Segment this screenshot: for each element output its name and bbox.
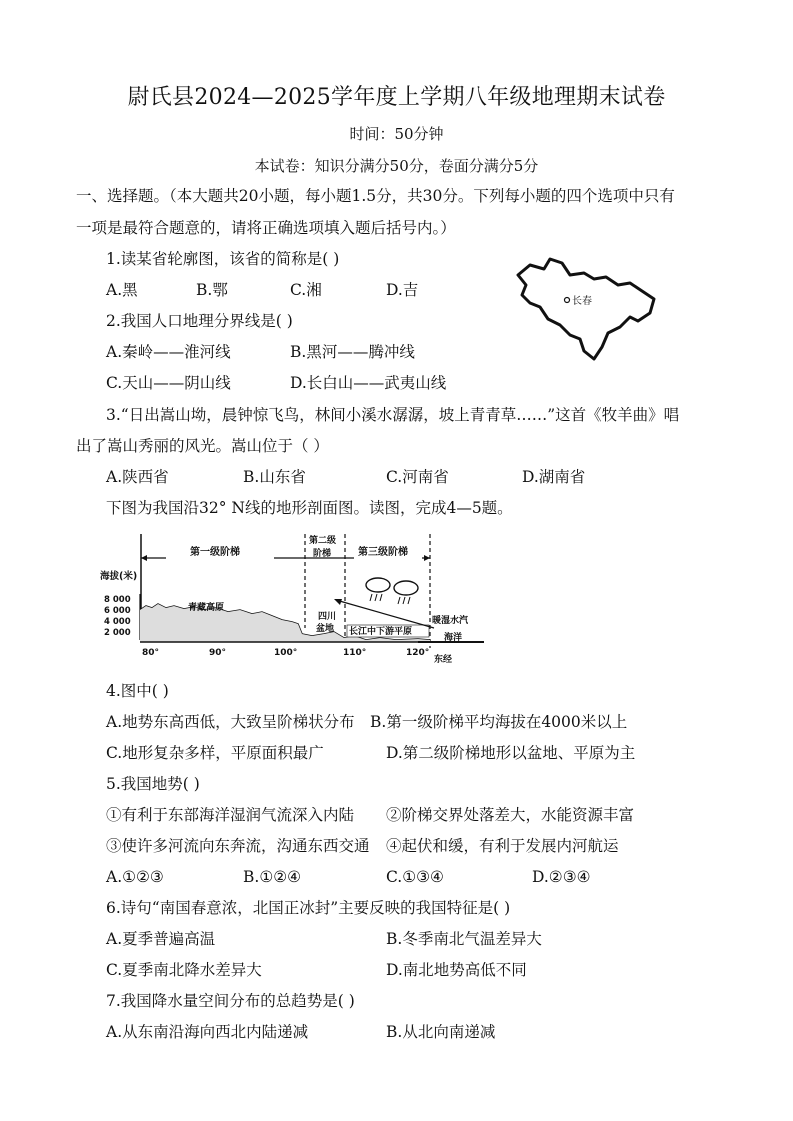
q2-option-b: B.黑河——腾冲线 — [290, 343, 415, 361]
basin-label-line2: 盆地 — [316, 624, 335, 634]
q1-stem: 1.读某省轮廓图，该省的简称是( ) — [106, 250, 340, 268]
vapor-arrow — [336, 600, 434, 628]
q4-option-c: C.地形复杂多样，平原面积最广 — [106, 744, 324, 762]
x-tick-120: 120° — [406, 648, 430, 658]
plateau-label: 青藏高原 — [188, 603, 225, 613]
y-tick-6000: 6 000 — [104, 606, 131, 616]
q1-option-d: D.吉 — [386, 281, 419, 299]
q4-option-d: D.第二级阶梯地形以盆地、平原为主 — [386, 744, 636, 762]
basin-label-line1: 四川 — [318, 612, 337, 622]
q1-option-b: B.鄂 — [196, 281, 228, 299]
section-intro-line1: 一、选择题。（本大题共20小题，每小题1.5分，共30分。下列每小题的四个选项中只有 — [76, 187, 675, 205]
y-axis-label: 海拔(米) — [100, 571, 138, 582]
y-tick-4000: 4 000 — [104, 617, 131, 627]
section-intro-line2: 一项是最符合题意的，请将正确选项填入题后括号内。） — [76, 219, 456, 237]
rain-cloud-icon — [366, 578, 390, 601]
score-note: 本试卷：知识分满分50分，卷面分满分5分 — [254, 157, 539, 175]
plain-label: 长江中下游平原 — [349, 627, 413, 637]
q6-stem: 6.诗句“南国春意浓，北国正冰封”主要反映的我国特征是( ) — [106, 899, 511, 917]
q7-option-b: B.从北向南递减 — [386, 1023, 496, 1041]
q3-stem-line1: 3.“日出嵩山坳，晨钟惊飞鸟，林间小溪水潺潺，坡上青青草……”这首《牧羊曲》唱 — [106, 406, 680, 424]
vapor-label: 暖湿水汽 — [432, 616, 469, 626]
x-tick-90: 90° — [209, 648, 227, 658]
q5-option-d: D.②③④ — [532, 868, 591, 886]
terrain-profile-figure — [100, 528, 490, 668]
q7-stem: 7.我国降水量空间分布的总趋势是( ) — [106, 992, 355, 1010]
q6-option-b: B.冬季南北气温差异大 — [386, 930, 542, 948]
q5-option-c: C.①③④ — [386, 868, 444, 886]
q5-stem: 5.我国地势( ) — [106, 775, 200, 793]
y-tick-8000: 8 000 — [104, 595, 131, 605]
q3-option-b: B.山东省 — [243, 468, 306, 486]
step1-label: 第一级阶梯 — [190, 547, 240, 558]
step2-label-line1: 第二级 — [309, 536, 337, 546]
q5-statement-3: ③使许多河流向东奔流，沟通东西交通 — [106, 837, 370, 855]
q2-option-d: D.长白山——武夷山线 — [290, 374, 447, 392]
q4-option-b: B.第一级阶梯平均海拔在4000米以上 — [370, 713, 628, 731]
q5-statement-2: ②阶梯交界处落差大，水能资源丰富 — [386, 806, 635, 824]
x-tick-100: 100° — [274, 648, 298, 658]
q1-option-a: A.黑 — [106, 281, 138, 299]
q3-stem-line2: 出了嵩山秀丽的风光。嵩山位于（ ） — [76, 437, 329, 455]
q5-option-b: B.①②④ — [243, 868, 302, 886]
q4-stem: 4.图中( ) — [106, 682, 169, 700]
q5-option-a: A.①②③ — [106, 868, 164, 886]
exam-time: 时间：50分钟 — [349, 125, 444, 143]
q3-option-d: D.湖南省 — [522, 468, 586, 486]
q6-option-d: D.南北地势高低不同 — [386, 961, 527, 979]
q2-stem: 2.我国人口地理分界线是( ) — [106, 312, 293, 330]
q7-option-a: A.从东南沿海向西北内陆递减 — [106, 1023, 309, 1041]
province-outline — [518, 259, 654, 359]
q2-option-c: C.天山——阴山线 — [106, 374, 231, 392]
q6-option-c: C.夏季南北降水差异大 — [106, 961, 262, 979]
q2-option-a: A.秦岭——淮河线 — [106, 343, 231, 361]
y-tick-2000: 2 000 — [104, 628, 131, 638]
step3-label: 第三级阶梯 — [358, 547, 408, 558]
q4-option-a: A.地势东高西低，大致呈阶梯状分布 — [106, 713, 355, 731]
q3-option-a: A.陕西省 — [106, 468, 169, 486]
q1-option-c: C.湘 — [290, 281, 322, 299]
q3-option-c: C.河南省 — [386, 468, 449, 486]
q5-statement-4: ④起伏和缓，有利于发展内河航运 — [386, 837, 619, 855]
x-tick-110: 110° — [343, 648, 367, 658]
x-axis-label: 东经 — [434, 655, 453, 665]
q6-option-a: A.夏季普遍高温 — [106, 930, 216, 948]
ocean-label: 海洋 — [444, 633, 463, 643]
province-outline-map — [510, 255, 660, 365]
rain-cloud-icon — [394, 581, 418, 604]
q5-statement-1: ①有利于东部海洋湿润气流深入内陆 — [106, 806, 355, 824]
x-tick-80: 80° — [142, 648, 160, 658]
page-title: 尉氏县2024—2025学年度上学期八年级地理期末试卷 — [127, 85, 666, 110]
capital-label: 长春 — [572, 296, 592, 307]
step2-label-line2: 阶梯 — [313, 549, 332, 559]
figure-intro: 下图为我国沿32° N线的地形剖面图。读图，完成4—5题。 — [106, 499, 513, 517]
